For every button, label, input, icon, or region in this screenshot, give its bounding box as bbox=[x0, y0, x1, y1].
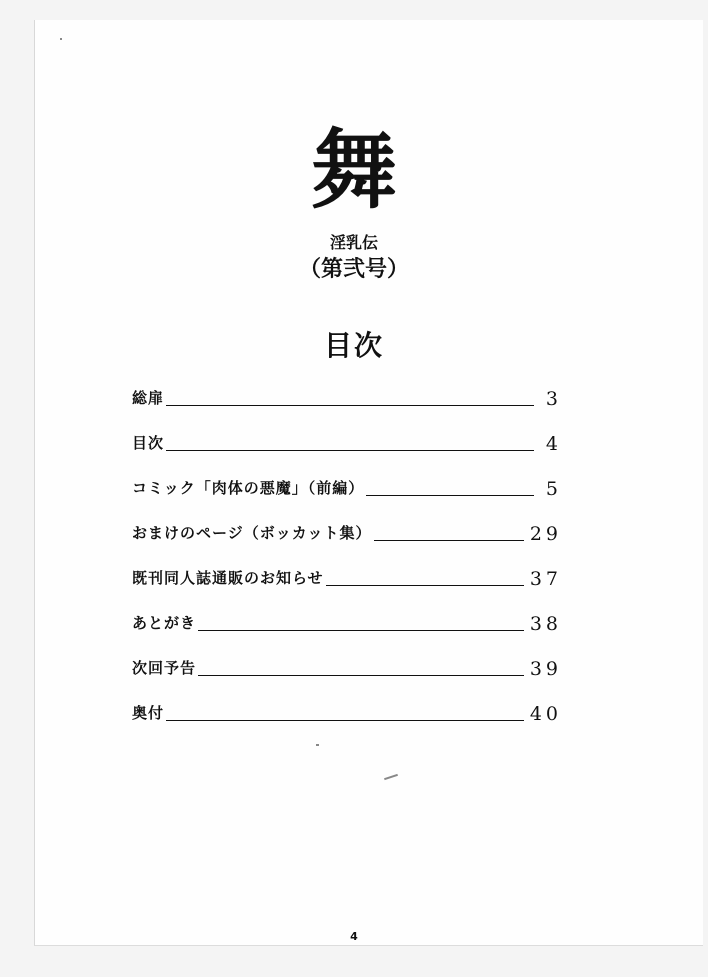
toc-entry[interactable] bbox=[132, 425, 562, 455]
toc-entry[interactable] bbox=[132, 515, 562, 545]
scan-speck bbox=[316, 744, 319, 746]
leader-line bbox=[166, 449, 534, 451]
toc-entry-label: 奥付 bbox=[132, 704, 165, 722]
toc-entry-label: 目次 bbox=[132, 434, 165, 452]
toc-entry[interactable] bbox=[132, 605, 562, 635]
toc-entry-label: 次回予告 bbox=[132, 659, 197, 677]
toc-entry[interactable] bbox=[132, 560, 562, 590]
leader-line bbox=[198, 674, 524, 676]
title-kanji: 舞 bbox=[311, 120, 397, 221]
leader-line bbox=[166, 719, 524, 721]
toc-entry-page: 3 bbox=[545, 388, 562, 410]
toc-heading: 目次 bbox=[323, 329, 384, 362]
toc-entry[interactable] bbox=[132, 650, 562, 680]
toc-entry-label: コミック「肉体の悪魔」（前編） bbox=[132, 479, 365, 497]
toc-entry-page: 29 bbox=[529, 523, 562, 545]
leader-line bbox=[166, 404, 534, 406]
subtitle: 淫乳伝 bbox=[329, 233, 378, 252]
toc-entry-page: 37 bbox=[529, 568, 562, 590]
scan-speck bbox=[60, 38, 62, 40]
toc-entry-label: 総扉 bbox=[132, 389, 165, 407]
toc-entry-label: おまけのページ（ボッカット集） bbox=[132, 524, 372, 542]
toc-entry-page: 40 bbox=[529, 703, 562, 725]
toc-entry[interactable] bbox=[132, 470, 562, 500]
toc-entry-page: 5 bbox=[545, 478, 562, 500]
leader-line bbox=[366, 494, 534, 496]
leader-line bbox=[198, 629, 524, 631]
toc-entry-page: 4 bbox=[545, 433, 562, 455]
toc-entry-page: 39 bbox=[529, 658, 562, 680]
issue-label: （第弐号） bbox=[298, 256, 409, 282]
page-number: 4 bbox=[350, 930, 358, 943]
toc-entry[interactable] bbox=[132, 380, 562, 410]
leader-line bbox=[326, 584, 524, 586]
toc-entry[interactable] bbox=[132, 695, 562, 725]
toc-entry-label: あとがき bbox=[132, 614, 197, 632]
leader-line bbox=[374, 539, 524, 541]
toc-entry-label: 既刊同人誌通販のお知らせ bbox=[132, 569, 324, 587]
toc-entry-page: 38 bbox=[529, 613, 562, 635]
